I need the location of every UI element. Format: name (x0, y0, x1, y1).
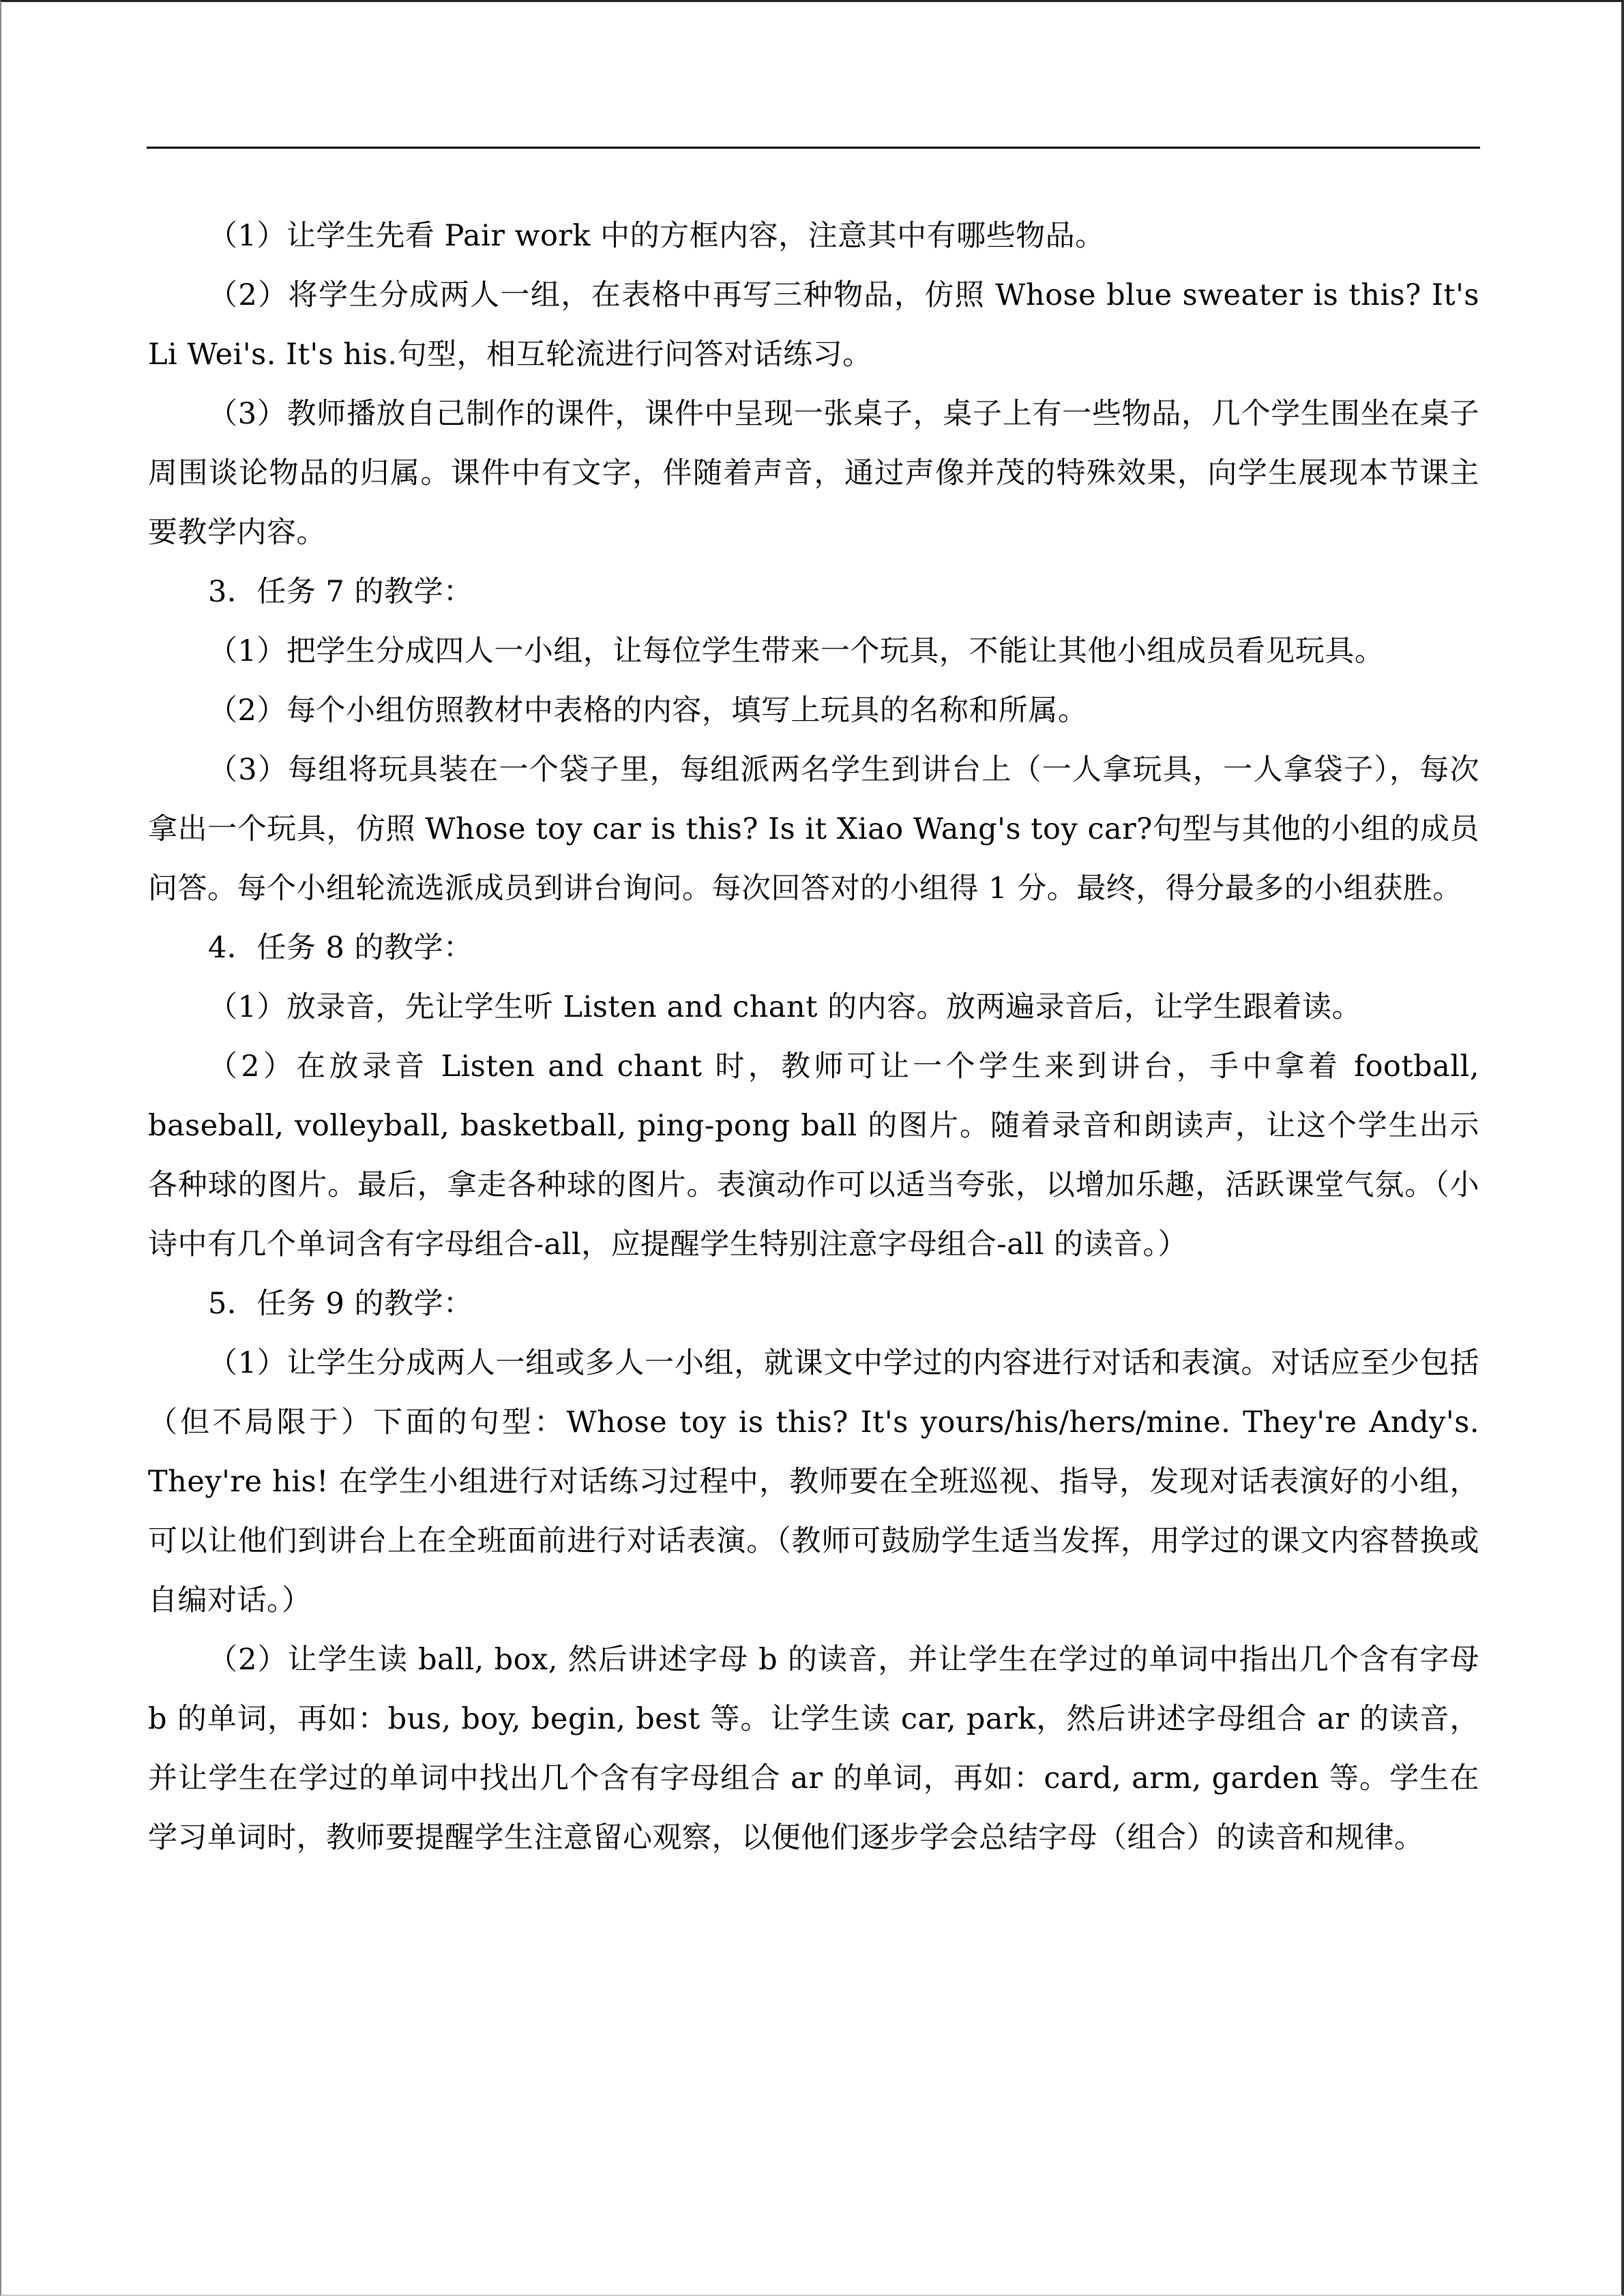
paragraph-task9-dialogue: （1）让学生分成两人一组或多人一小组，就课文中学过的内容进行对话和表演。对话应至少包括（但不局限于）下面的句型：Whose toy is this? It's yours/his/hers/mine. They're Andy's. They're his! 在学生小组进行对话练习过程中，教师要在全班巡视、指导，发现对话表演好的小组，可以让他们到讲台上在全班面前进行对话表演。（教师可鼓励学生适当发挥，用学过的课文内容替换或自编对话。） (148, 1346, 1479, 1617)
paragraph-courseware: （3）教师播放自己制作的课件，课件中呈现一张桌子，桌子上有一些物品，几个学生围坐在桌子周围谈论物品的归属。课件中有文字，伴随着声音，通过声像并茂的特殊效果，向学生展现本节课主要教学内容。 (148, 397, 1479, 550)
paragraph-task8-listen: （1）放录音，先让学生听 Listen and chant 的内容。放两遍录音后，让学生跟着读。 (208, 990, 1362, 1024)
heading-task-9: 5．任务 9 的教学： (208, 1287, 473, 1321)
heading-task-7: 3．任务 7 的教学： (208, 575, 473, 609)
heading-task-8: 4．任务 8 的教学： (208, 931, 473, 965)
paragraph-task7-groups: （1）把学生分成四人一小组，让每位学生带来一个玩具，不能让其他小组成员看见玩具。 (208, 634, 1385, 668)
paragraph-pair-work: （1）让学生先看 Pair work 中的方框内容，注意其中有哪些物品。 (208, 219, 1105, 253)
paragraph-task8-chant: （2）在放录音 Listen and chant 时，教师可让一个学生来到讲台，手中拿着 football, baseball, volleyball, basketball, ping-pong ball 的图片。随着录音和朗读声，让这个学生出示各种球的图片。最后，拿走各种球的图片。表演动作可以适当夸张，以增加乐趣，活跃课堂气氛。（小诗中有几个单词含有字母组合-all，应提醒学生特别注意字母组合-all 的读音。） (148, 1049, 1479, 1262)
paragraph-task9-phonics: （2）让学生读 ball, box, 然后讲述字母 b 的读音，并让学生在学过的单词中指出几个含有字母 b 的单词，再如：bus, boy, begin, best 等。让学生读 car, park，然后讲述字母组合 ar 的读音，并让学生在学过的单词中找出几个含有字母组合 ar 的单词，再如：card, arm, garden 等。学生在学习单词时，教师要提醒学生注意留心观察，以便他们逐步学会总结字母（组合）的读音和规律。 (148, 1643, 1479, 1855)
paragraph-pair-practice: （2）将学生分成两人一组，在表格中再写三种物品，仿照 Whose blue sweater is this? It's Li Wei's. It's his.句型，相互轮流进行问答对话练习。 (148, 278, 1479, 372)
document-body (148, 207, 1479, 1868)
paragraph-task7-table: （2）每个小组仿照教材中表格的内容，填写上玩具的名称和所属。 (208, 694, 1088, 728)
header-rule (147, 147, 1480, 149)
paragraph-task7-bag-game: （3）每组将玩具装在一个袋子里，每组派两名学生到讲台上（一人拿玩具，一人拿袋子），每次拿出一个玩具，仿照 Whose toy car is this? Is it Xiao Wang's toy car?句型与其他的小组的成员问答。每个小组轮流选派成员到讲台询问。每次回答对的小组得 1 分。最终，得分最多的小组获胜。 (148, 753, 1479, 906)
